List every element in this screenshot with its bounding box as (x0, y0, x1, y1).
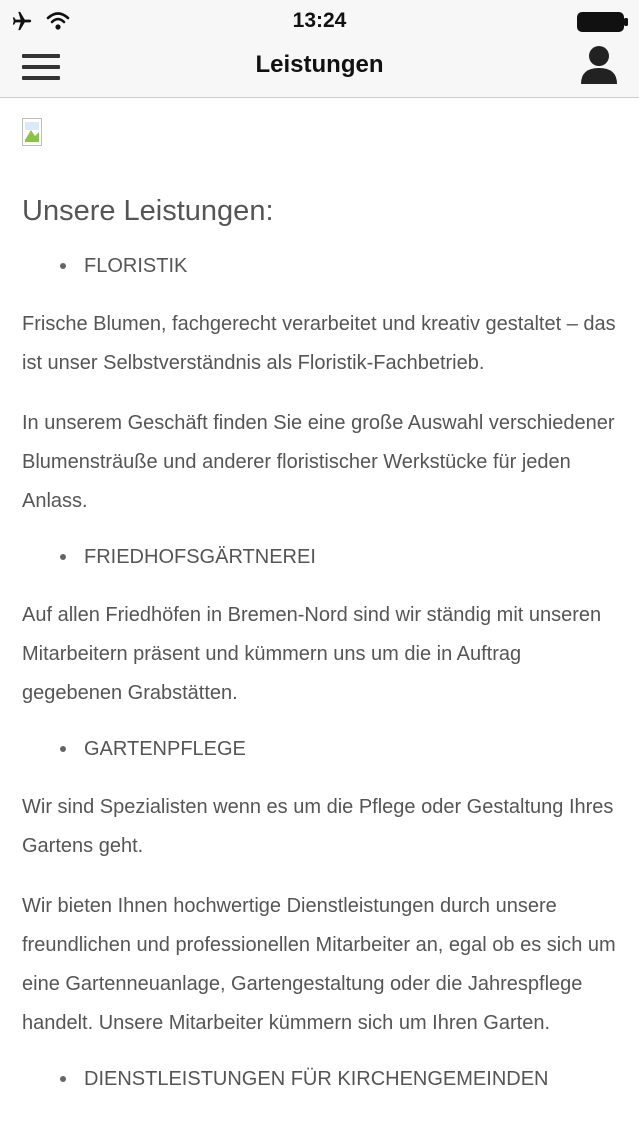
paragraph: Auf allen Friedhöfen in Bremen-Nord sind wir ständig mit unseren Mitarbeitern präsent und kümmern uns um die in Auftrag gegebenen Grabstätten. (22, 604, 602, 704)
list-item (60, 734, 618, 764)
bullet-label: FLORISTIK (84, 255, 188, 277)
section-heading: Unsere Leistungen: (22, 195, 274, 227)
bullet-label: GARTENPFLEGE (84, 738, 246, 760)
bullet-label: FRIEDHOFSGÄRTNEREI (84, 546, 316, 568)
paragraph: In unserem Geschäft finden Sie eine große Auswahl verschiedener Blumensträuße und anderer floristischer Werkstücke für jeden Anlass. (22, 412, 615, 512)
paragraph: Frische Blumen, fachgerecht verarbeitet und kreativ gestaltet – das ist unser Selbstverständnis als Floristik-Fachbetrieb. (22, 313, 616, 374)
status-bar (0, 0, 639, 40)
paragraph: Wir sind Spezialisten wenn es um die Pflege oder Gestaltung Ihres Gartens geht. (22, 796, 614, 857)
user-profile-icon[interactable] (579, 44, 619, 86)
bullet-label: DIENSTLEISTUNGEN FÜR KIRCHENGEMEINDEN (84, 1068, 549, 1090)
main-content (22, 118, 618, 1118)
list-item (60, 542, 618, 572)
broken-image-icon (22, 118, 42, 146)
navigation-bar (0, 40, 639, 98)
battery-icon (577, 12, 629, 32)
page-title: Leistungen (255, 51, 384, 78)
list-item (60, 1064, 618, 1094)
status-time: 13:24 (292, 9, 347, 32)
paragraph: Wir bieten Ihnen hochwertige Dienstleistungen durch unsere freundlichen und professionellen Mitarbeiter an, egal ob es sich um eine Gartenneuanlage, Gartengestaltung oder die Jahrespflege handelt. Unsere Mitarbeiter kümmern sich um Ihren Garten. (22, 895, 616, 1034)
list-item (60, 251, 618, 281)
